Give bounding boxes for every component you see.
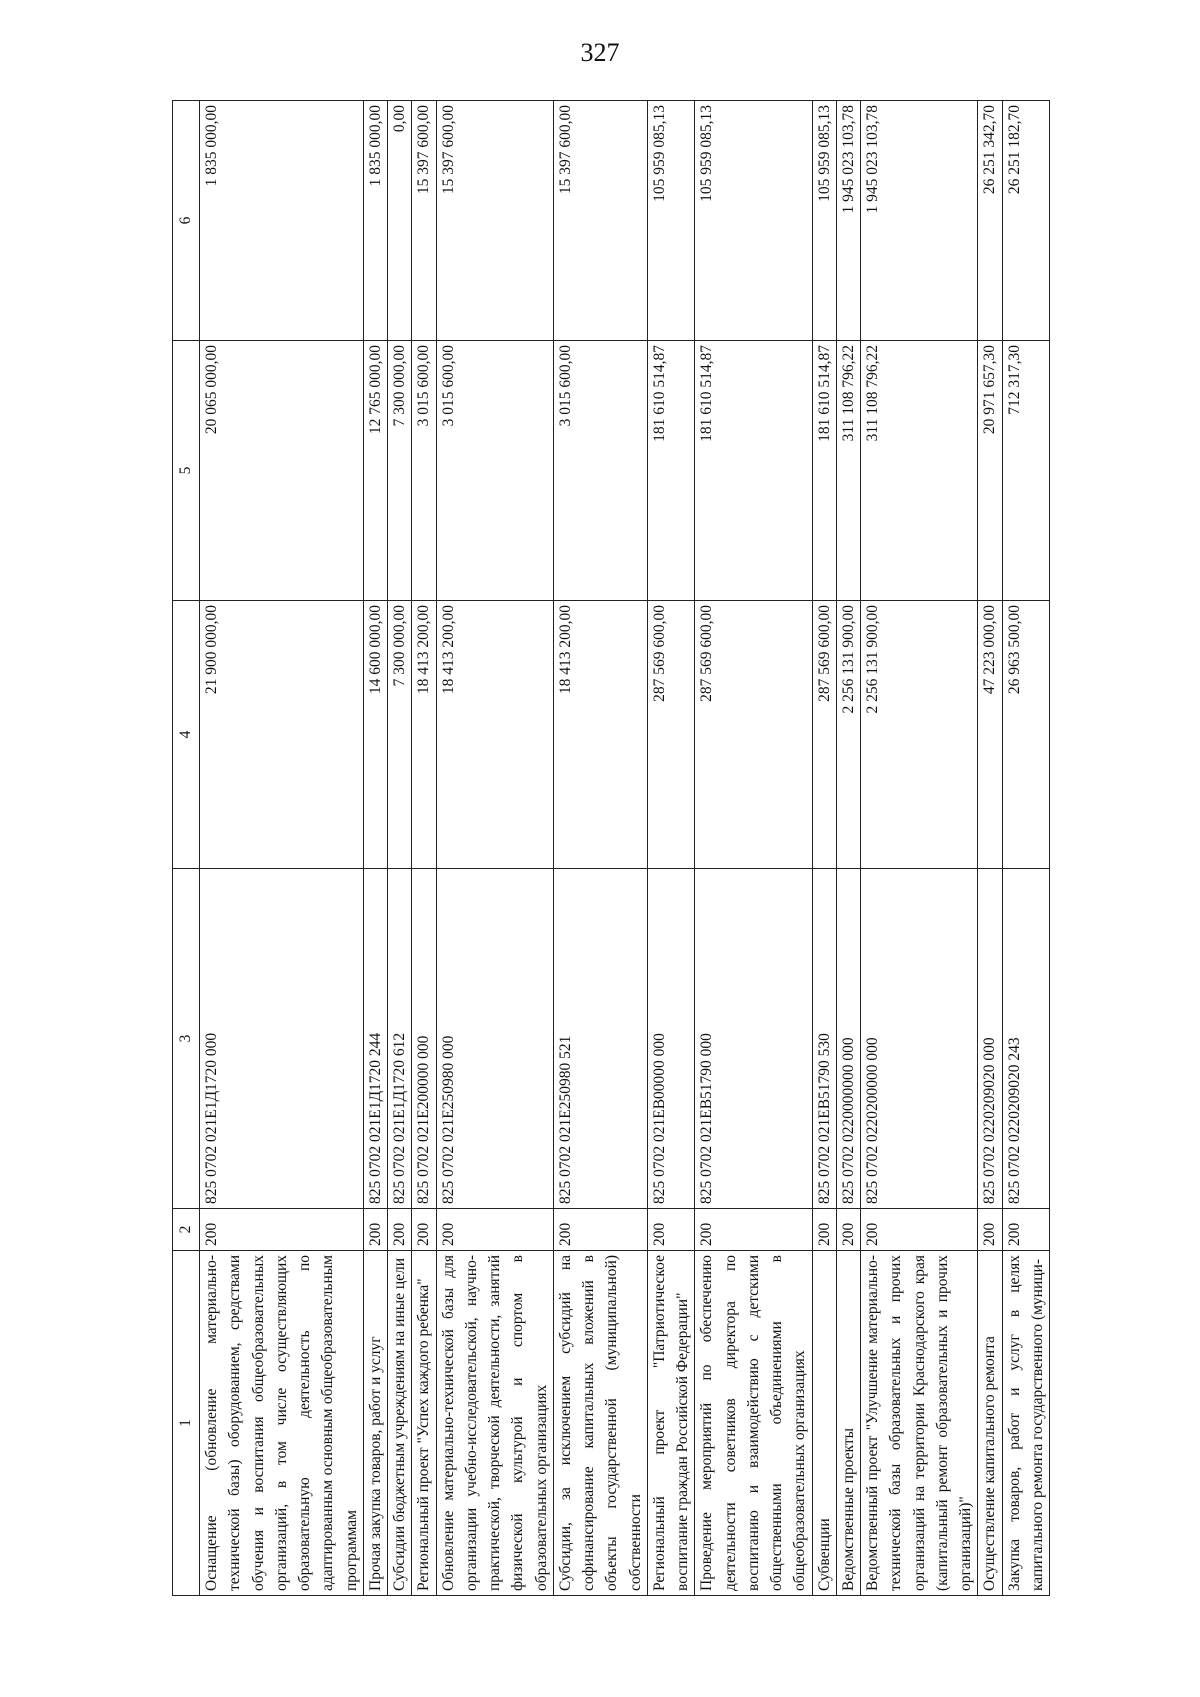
table-cell-kind: 200 (363, 1209, 387, 1251)
column-header: 3 (173, 869, 200, 1209)
table-cell-v6: 15 397 600,00 (553, 101, 647, 341)
table-cell-code: 825 0702 021Е250980 521 (553, 869, 647, 1209)
table-cell-code: 825 0702 0220209020 000 (978, 869, 1002, 1209)
table-cell-name: Субсидии бюджетным учреждениям на иные цели (388, 1251, 412, 1596)
table-cell-code: 825 0702 021Е250980 000 (436, 869, 553, 1209)
table-cell-v6: 105 959 085,13 (812, 101, 836, 341)
table-cell-v6: 1 945 023 103,78 (861, 101, 978, 341)
table-cell-v5: 12 765 000,00 (363, 341, 387, 601)
table-row (436, 101, 553, 1596)
table-cell-v6: 105 959 085,13 (695, 101, 812, 341)
table-cell-v6: 0,00 (388, 101, 412, 341)
table-cell-kind: 200 (861, 1209, 978, 1251)
table-cell-kind: 200 (412, 1209, 436, 1251)
table-row (836, 101, 860, 1596)
table-cell-v4: 287 569 600,00 (695, 601, 812, 869)
table-cell-code: 825 0702 021Е1Д1720 244 (363, 869, 387, 1209)
table-cell-code: 825 0702 021Е1Д1720 612 (388, 869, 412, 1209)
table-row (363, 101, 387, 1596)
table-cell-code: 825 0702 0220200000 000 (861, 869, 978, 1209)
table-row (553, 101, 647, 1596)
table-cell-v4: 26 963 500,00 (1002, 601, 1050, 869)
table-cell-name: Осуществление капитального ремонта (978, 1251, 1002, 1596)
table-cell-code: 825 0702 021ЕВ51790 530 (812, 869, 836, 1209)
table-cell-v5: 181 610 514,87 (647, 341, 695, 601)
table-cell-v6: 15 397 600,00 (436, 101, 553, 341)
table-cell-name: Ведомственные проекты (836, 1251, 860, 1596)
table-cell-name: Субвенции (812, 1251, 836, 1596)
table-cell-code: 825 0702 021ЕВ51790 000 (695, 869, 812, 1209)
table-row (695, 101, 812, 1596)
column-header: 6 (173, 101, 200, 341)
table-cell-code: 825 0702 021Е1Д1720 000 (200, 869, 364, 1209)
table-cell-kind: 200 (200, 1209, 364, 1251)
table-cell-v6: 105 959 085,13 (647, 101, 695, 341)
column-header: 5 (173, 341, 200, 601)
table-cell-kind: 200 (836, 1209, 860, 1251)
page-number: 327 (580, 38, 620, 67)
table-cell-name: Прочая закупка товаров, работ и услуг (363, 1251, 387, 1596)
table-row (812, 101, 836, 1596)
table-cell-v4: 18 413 200,00 (436, 601, 553, 869)
table-cell-name: Обновление материально-технической базы для организации учебно-исследовательской, научно-практической, творческой деятельности, занятий физической культурой и спортом в образовательных организациях (436, 1251, 553, 1596)
table-cell-kind: 200 (1002, 1209, 1050, 1251)
table-cell-v4: 7 300 000,00 (388, 601, 412, 869)
table-row (388, 101, 412, 1596)
table-cell-name: Региональный проект "Патриотическое воспитание граждан Российской Федерации" (647, 1251, 695, 1596)
table-row (978, 101, 1002, 1596)
table-header-row (173, 101, 200, 1596)
table-cell-kind: 200 (553, 1209, 647, 1251)
table-cell-v4: 21 900 000,00 (200, 601, 364, 869)
budget-table (172, 100, 1050, 1596)
table-cell-name: Закупка товаров, работ и услуг в целях капитального ремонта государственного (муници- (1002, 1251, 1050, 1596)
table-cell-v4: 14 600 000,00 (363, 601, 387, 869)
table-cell-code: 825 0702 0220209020 243 (1002, 869, 1050, 1209)
table-cell-v4: 287 569 600,00 (647, 601, 695, 869)
table-cell-name: Региональный проект "Успех каждого ребенка" (412, 1251, 436, 1596)
table-cell-v6: 26 251 182,70 (1002, 101, 1050, 341)
table-cell-code: 825 0702 021ЕВ00000 000 (647, 869, 695, 1209)
table-cell-v5: 181 610 514,87 (812, 341, 836, 601)
table-cell-v6: 15 397 600,00 (412, 101, 436, 341)
table-cell-v4: 287 569 600,00 (812, 601, 836, 869)
table-cell-v5: 20 065 000,00 (200, 341, 364, 601)
table-cell-v5: 311 108 796,22 (861, 341, 978, 601)
table-cell-v6: 26 251 342,70 (978, 101, 1002, 341)
column-header: 2 (173, 1209, 200, 1251)
table-cell-v4: 2 256 131 900,00 (836, 601, 860, 869)
table-cell-kind: 200 (388, 1209, 412, 1251)
table-cell-v4: 2 256 131 900,00 (861, 601, 978, 869)
table-cell-v5: 7 300 000,00 (388, 341, 412, 601)
table-cell-v5: 3 015 600,00 (436, 341, 553, 601)
table-cell-kind: 200 (695, 1209, 812, 1251)
table-cell-name: Оснащение (обновление материально-технической базы) оборудованием, средствами обучения и воспитания общеобразовательных организаций, в том числе осуществляющих образовательную деятельность по адаптированным основным общеобразовательным программам (200, 1251, 364, 1596)
table-row (647, 101, 695, 1596)
table-cell-v4: 18 413 200,00 (412, 601, 436, 869)
table-cell-kind: 200 (436, 1209, 553, 1251)
table-row (861, 101, 978, 1596)
table-cell-v4: 18 413 200,00 (553, 601, 647, 869)
table-cell-kind: 200 (647, 1209, 695, 1251)
table-cell-v6: 1 835 000,00 (200, 101, 364, 341)
table-cell-v5: 311 108 796,22 (836, 341, 860, 601)
table-cell-v5: 712 317,30 (1002, 341, 1050, 601)
table-cell-name: Проведение мероприятий по обеспечению деятельности советников директора по воспитанию и взаимодействию с детскими общественными объединениями в общеобразовательных организациях (695, 1251, 812, 1596)
table-cell-v5: 20 971 657,30 (978, 341, 1002, 601)
table-cell-v5: 181 610 514,87 (695, 341, 812, 601)
rotated-table-wrapper (172, 101, 1172, 1596)
table-cell-code: 825 0702 0220000000 000 (836, 869, 860, 1209)
table-row (200, 101, 364, 1596)
table-cell-kind: 200 (812, 1209, 836, 1251)
table-row (412, 101, 436, 1596)
table-cell-v5: 3 015 600,00 (412, 341, 436, 601)
table-cell-kind: 200 (978, 1209, 1002, 1251)
table-row (1002, 101, 1050, 1596)
table-cell-v4: 47 223 000,00 (978, 601, 1002, 869)
column-header: 4 (173, 601, 200, 869)
table-cell-code: 825 0702 021Е200000 000 (412, 869, 436, 1209)
table-cell-v5: 3 015 600,00 (553, 341, 647, 601)
table-cell-v6: 1 835 000,00 (363, 101, 387, 341)
table-cell-v6: 1 945 023 103,78 (836, 101, 860, 341)
table-cell-name: Субсидии, за исключением субсидий на софинансирование капитальных вложений в объекты государственной (муниципальной) собственности (553, 1251, 647, 1596)
column-header: 1 (173, 1251, 200, 1596)
table-cell-name: Ведомственный проект "Улучшение материально-технической базы образовательных и прочих организаций на территории Краснодарского края (капитальный ремонт образовательных и прочих организаций)" (861, 1251, 978, 1596)
